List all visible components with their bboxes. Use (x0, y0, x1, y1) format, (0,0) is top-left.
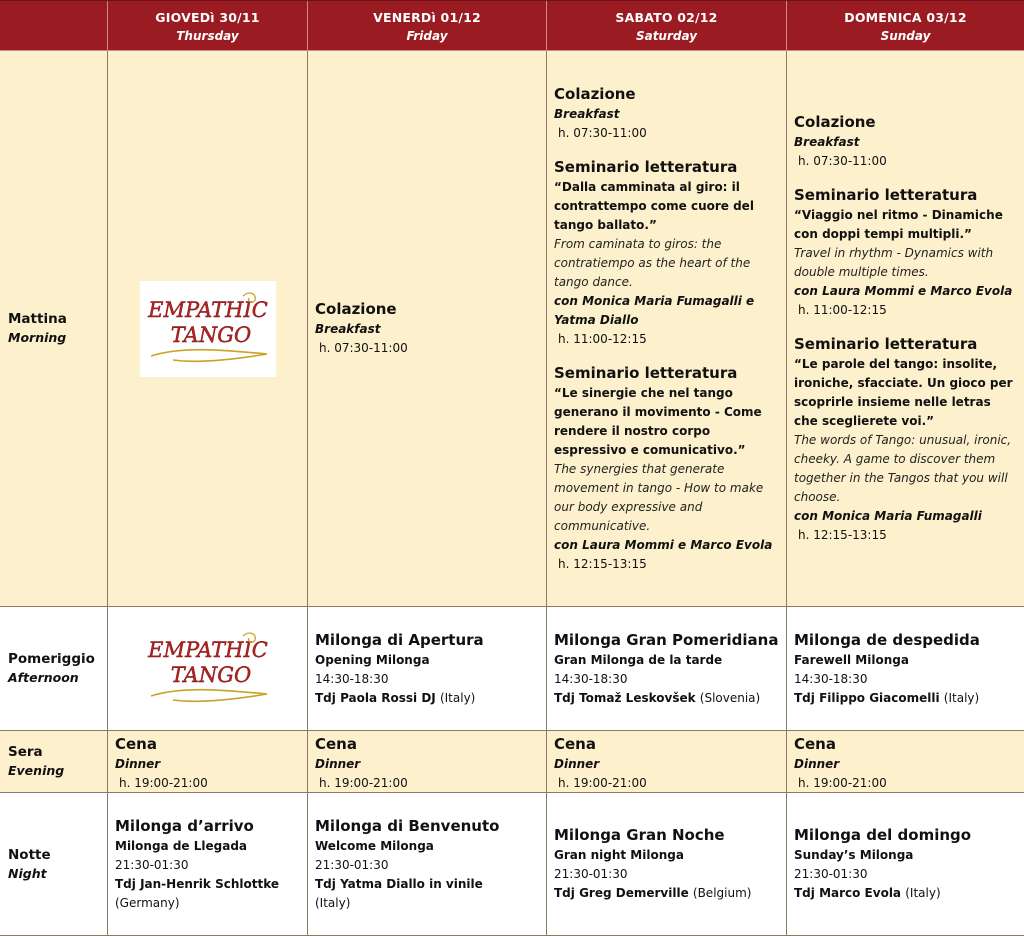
day-label-en: Saturday (635, 29, 698, 43)
row-label-en: Afternoon (8, 670, 79, 685)
event-title-en: Dinner (315, 757, 361, 771)
logo-image (143, 624, 273, 714)
event-time: h. 11:00-12:15 (558, 331, 647, 346)
row-label-evening (0, 731, 108, 793)
event-block (554, 157, 779, 349)
row-label-it: Sera (8, 744, 43, 760)
event-subtitle: Sunday’s Milonga (794, 848, 914, 862)
event-time: h. 19:00-21:00 (119, 776, 208, 790)
cell-fri-evening (308, 731, 547, 793)
cell-thu-evening (108, 731, 308, 793)
seminar-teachers: con Laura Mommi e Marco Evola (794, 284, 1013, 298)
event-title: Milonga del domingo (794, 826, 972, 844)
logo-swirl (151, 689, 267, 701)
event-title: Colazione (315, 300, 397, 318)
event-dj (794, 884, 1017, 903)
cell-sat-evening (547, 731, 787, 793)
event-title: Seminario letteratura (554, 363, 738, 382)
event-block (554, 84, 779, 143)
dj-name: Tdj Yatma Diallo in vinile (315, 876, 483, 891)
header-friday (308, 1, 547, 51)
event-title: Milonga Gran Noche (554, 826, 725, 844)
event-time: h. 07:30-11:00 (558, 125, 647, 140)
seminar-translation: The words of Tango: unusual, ironic, cheeky. A game to discover them together in the Tangos that you will choose. (794, 433, 1012, 504)
header-sunday (787, 1, 1024, 51)
logo-image (143, 284, 273, 374)
event-title-en: Breakfast (554, 106, 620, 121)
row-label-en: Evening (8, 763, 65, 778)
row-label-night (0, 793, 108, 936)
seminar-quote: “Le parole del tango: insolite, ironiche, sfacciate. Un gioco per scoprirle insieme nelle letras che sceglierete voi.” (794, 357, 1013, 428)
event-title: Colazione (554, 84, 636, 103)
event-time: h. 19:00-21:00 (319, 776, 408, 790)
row-label-en: Night (8, 865, 47, 881)
dj-country: (Slovenia) (699, 690, 761, 705)
event-time: 21:30-01:30 (115, 857, 189, 872)
empathic-tango-logo (140, 621, 276, 717)
row-label-afternoon (0, 607, 108, 731)
logo-swirl (151, 349, 267, 361)
seminar-quote: “Viaggio nel ritmo - Dinamiche con doppi tempi multipli.” (794, 208, 1003, 241)
day-label-en: Friday (406, 29, 448, 43)
seminar-quote: “Le sinergie che nel tango generano il movimento - Come rendere il nostro corpo espressivo e comunicativo.” (554, 385, 762, 457)
event-title: Cena (115, 735, 157, 753)
event-dj (315, 689, 539, 708)
seminar-translation: From caminata to giros: the contratiempo as the heart of the tango dance. (554, 236, 751, 289)
event-title: Colazione (794, 113, 876, 131)
event-subtitle: Milonga de Llegada (115, 838, 247, 853)
event-title: Cena (315, 735, 357, 753)
event-time: h. 19:00-21:00 (798, 776, 887, 790)
event-title: Cena (794, 735, 836, 753)
cell-sun-evening (787, 731, 1024, 793)
event-title: Milonga di Benvenuto (315, 816, 500, 835)
cell-sun-night (787, 793, 1024, 936)
event-title: Milonga di Apertura (315, 630, 484, 649)
event-time: 14:30-18:30 (794, 671, 868, 686)
cell-thu-night (108, 793, 308, 936)
event-block (794, 334, 1017, 545)
seminar-translation: The synergies that generate movement in tango - How to make our body expressive and communicative. (554, 461, 764, 533)
event-time: 21:30-01:30 (315, 857, 389, 872)
event-title: Milonga Gran Pomeridiana (554, 630, 779, 649)
row-label-morning (0, 51, 108, 607)
row-label-it: Notte (8, 846, 51, 863)
header-thursday (108, 1, 308, 51)
event-title: Milonga d’arrivo (115, 816, 254, 835)
event-subtitle: Gran Milonga de la tarde (554, 652, 723, 667)
event-time: h. 07:30-11:00 (319, 341, 408, 355)
event-title: Cena (554, 735, 596, 753)
event-title: Seminario letteratura (554, 157, 738, 176)
event-title-en: Breakfast (794, 135, 860, 149)
logo-line2: TANGO (170, 662, 251, 687)
day-label-en: Thursday (176, 29, 239, 43)
dj-country: (Italy) (315, 895, 351, 910)
dj-country: (Germany) (115, 895, 180, 910)
event-title: Seminario letteratura (794, 186, 978, 204)
event-block (794, 185, 1017, 320)
event-time: 21:30-01:30 (794, 867, 868, 881)
event-dj (554, 884, 779, 903)
event-title-en: Dinner (115, 757, 161, 771)
event-title-en: Dinner (794, 757, 840, 771)
logo-line2: TANGO (170, 322, 251, 347)
day-label: DOMENICA 03/12 (844, 10, 967, 25)
dj-country: (Belgium) (692, 886, 752, 900)
day-label: VENERDì 01/12 (373, 10, 481, 25)
event-subtitle: Opening Milonga (315, 652, 430, 667)
dj-name: Tdj Paola Rossi DJ (315, 690, 436, 705)
logo-line1: EMPATHIC (147, 297, 268, 322)
row-label-it: Mattina (8, 311, 67, 327)
event-time: 14:30-18:30 (554, 671, 628, 686)
dj-name: Tdj Tomaž Leskovšek (554, 690, 696, 705)
cell-sun-afternoon (787, 607, 1024, 731)
dj-country: (Italy) (905, 886, 941, 900)
event-title: Seminario letteratura (794, 335, 978, 353)
dj-country: (Italy) (943, 690, 980, 705)
dj-name: Tdj Filippo Giacomelli (794, 690, 940, 705)
logo-line1: EMPATHIC (147, 637, 268, 662)
event-time: h. 11:00-12:15 (798, 303, 887, 317)
day-label: SABATO 02/12 (615, 10, 718, 25)
day-label: GIOVEDì 30/11 (155, 10, 260, 25)
seminar-translation: Travel in rhythm - Dynamics with double multiple times. (794, 246, 994, 279)
cell-fri-afternoon (308, 607, 547, 731)
day-label-en: Sunday (880, 29, 931, 43)
event-time: 14:30-18:30 (315, 671, 389, 686)
event-block (554, 363, 779, 574)
cell-sat-morning (547, 51, 787, 607)
dj-name: Tdj Jan-Henrik Schlottke (115, 876, 279, 891)
event-time: 21:30-01:30 (554, 867, 628, 881)
dj-name: Tdj Greg Demerville (554, 886, 689, 900)
cell-sun-morning (787, 51, 1024, 607)
cell-fri-night (308, 793, 547, 936)
row-label-it: Pomeriggio (8, 651, 95, 667)
event-subtitle: Welcome Milonga (315, 838, 434, 853)
cell-thu-morning (108, 51, 308, 607)
header-corner (0, 1, 108, 51)
event-time: h. 12:15-13:15 (798, 528, 887, 542)
row-label-en: Morning (8, 330, 67, 345)
event-block (794, 112, 1017, 171)
event-time: h. 07:30-11:00 (798, 154, 887, 168)
event-title: Milonga de despedida (794, 630, 980, 649)
dj-name: Tdj Marco Evola (794, 886, 902, 900)
seminar-teachers: con Monica Maria Fumagalli e Yatma Diallo (554, 293, 755, 327)
event-title-en: Breakfast (315, 322, 381, 336)
event-title-en: Dinner (554, 757, 600, 771)
event-dj (554, 689, 779, 708)
seminar-teachers: con Monica Maria Fumagalli (794, 509, 982, 523)
event-subtitle: Gran night Milonga (554, 848, 684, 862)
header-saturday (547, 1, 787, 51)
dj-country: (Italy) (439, 690, 476, 705)
seminar-quote: “Dalla camminata al giro: il contrattempo come cuore del tango ballato.” (554, 179, 754, 232)
cell-sat-afternoon (547, 607, 787, 731)
event-dj (794, 689, 1017, 708)
empathic-tango-logo (140, 281, 276, 377)
cell-fri-morning (308, 51, 547, 607)
cell-sat-night (547, 793, 787, 936)
event-time: h. 12:15-13:15 (558, 556, 647, 571)
event-time: h. 19:00-21:00 (558, 776, 647, 790)
seminar-teachers: con Laura Mommi e Marco Evola (554, 537, 773, 552)
cell-thu-afternoon (108, 607, 308, 731)
event-subtitle: Farewell Milonga (794, 652, 909, 667)
